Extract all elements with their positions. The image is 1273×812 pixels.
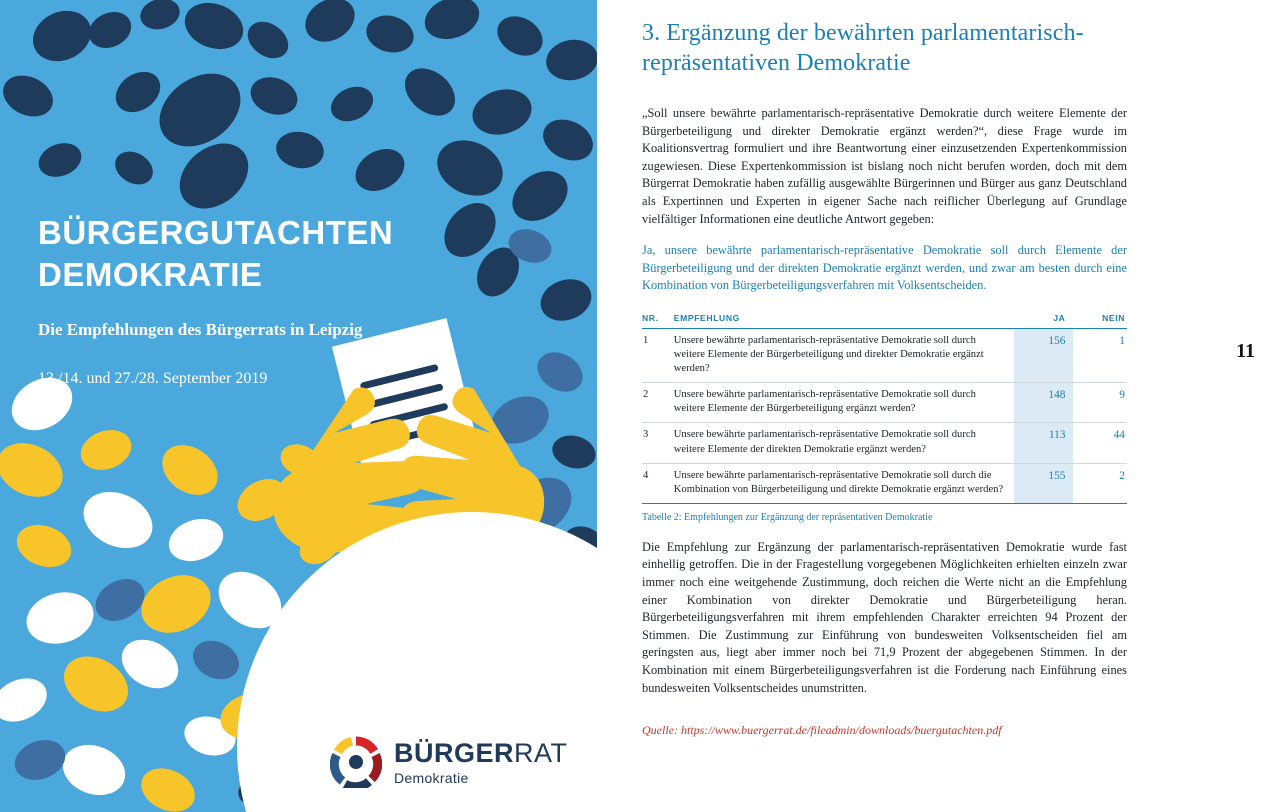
document-page bbox=[597, 0, 1273, 812]
table-header bbox=[642, 313, 1127, 329]
logo-wordmark bbox=[394, 737, 568, 786]
column-header-recommendation: EMPFEHLUNG bbox=[670, 313, 1014, 329]
logo-word-thin: RAT bbox=[514, 737, 568, 768]
cover-text-block bbox=[38, 212, 558, 388]
cell-recommendation: Unsere bewährte parlamentarisch-repräsentative Demokratie soll durch weitere Elemente der direkten Demokratie ergänzt werden? bbox=[670, 423, 1014, 463]
cover-panel bbox=[0, 0, 597, 812]
cover-subtitle: Die Empfehlungen des Bürgerrats in Leipzig bbox=[38, 320, 363, 340]
buergerrat-logo bbox=[330, 736, 568, 788]
column-header-nein: NEIN bbox=[1073, 313, 1127, 329]
cell-nr: 4 bbox=[642, 463, 670, 503]
cell-nein: 44 bbox=[1073, 423, 1127, 463]
cell-ja: 155 bbox=[1014, 463, 1073, 503]
logo-word-bold: BÜRGER bbox=[394, 737, 515, 768]
cell-nein: 2 bbox=[1073, 463, 1127, 503]
cell-nr: 1 bbox=[642, 329, 670, 383]
cell-nein: 9 bbox=[1073, 383, 1127, 423]
table-body bbox=[642, 329, 1127, 504]
table-row bbox=[642, 463, 1127, 503]
cover-date: 13./14. und 27./28. September 2019 bbox=[38, 369, 268, 387]
cell-nr: 2 bbox=[642, 383, 670, 423]
cell-recommendation: Unsere bewährte parlamentarisch-repräsentative Demokratie soll durch die Kombination von Bürgerbeteiligung und direkte Demokratie ergänzt werden? bbox=[670, 463, 1014, 503]
analysis-paragraph: Die Empfehlung zur Ergänzung der parlamentarisch-repräsentativen Demokratie wurde fast einhellig getroffen. Die in der Fragestellung vorgegebenen Möglichkeiten erhielten einzeln zwar immer noch eine weitgehende Zustimmung, doch reichen die Werte nicht an die Empfehlung einer Kombination von direkter Demokratie und Bürgerbeteiligung heran. Bürgerbeteiligungsverfahren mit ihrem empfehlenden Charakter erreichten 94 Prozent der Stimmen. Die Zustimmung zur Einführung von bundesweiten Volksentscheiden fiel am geringsten aus, liegt aber immer noch bei 71,9 Prozent der abgegebenen Stimmen. In der Kombination mit einem Bürgerbeteiligungsverfahren ist die Forderung nach Einführung eines bundesweiten Volksentscheides unumstritten. bbox=[642, 539, 1127, 695]
page-title: 3. Ergänzung der bewährten parlamentarisch-repräsentativen Demokratie bbox=[642, 20, 1084, 77]
page-content bbox=[642, 18, 1127, 738]
cell-recommendation: Unsere bewährte parlamentarisch-repräsentative Demokratie soll durch weitere Elemente der Bürgerbeteiligung ergänzt werden? bbox=[670, 383, 1014, 423]
highlight-paragraph: Ja, unsere bewährte parlamentarisch-repräsentative Demokratie soll durch Elemente der Bürgerbeteiligung und der direkten Demokratie ergänzt werden, und zwar am besten durch eine Kombination von Bürgerbeteiligungsverfahren mit Volksentscheiden. bbox=[642, 243, 1127, 293]
table-row bbox=[642, 329, 1127, 383]
cell-nein: 1 bbox=[1073, 329, 1127, 383]
cell-ja: 113 bbox=[1014, 423, 1073, 463]
table-caption: Tabelle 2: Empfehlungen zur Ergänzung der repräsentativen Demokratie bbox=[642, 511, 933, 523]
column-header-nr: NR. bbox=[642, 313, 670, 329]
table-row bbox=[642, 423, 1127, 463]
cell-ja: 156 bbox=[1014, 329, 1073, 383]
page-number: 11 bbox=[1236, 340, 1255, 362]
cell-nr: 3 bbox=[642, 423, 670, 463]
logo-word-sub: Demokratie bbox=[394, 769, 469, 786]
logo-circle-icon bbox=[330, 736, 382, 788]
intro-paragraph: „Soll unsere bewährte parlamentarisch-repräsentative Demokratie durch weitere Elemente der Bürgerbeteiligung und direkter Demokratie ergänzt werden?“, diese Frage wurde im Koalitionsvertrag formuliert und ihre Beantwortung einer einzusetzenden Expertenkommission zugewiesen. Diese Expertenkommission ist bislang noch nicht berufen worden, doch mit dem Bürgerrat Demokratie haben zufällig ausgewählte Bürgerinnen und Bürger aus ganz Deutschland als Expertinnen und Experten in eigener Sache nach reiflicher Überlegung auf Grundlage vielfältiger Informationen eine deutliche Antwort gegeben: bbox=[642, 105, 1127, 226]
cell-recommendation: Unsere bewährte parlamentarisch-repräsentative Demokratie soll durch weitere Elemente der Bürgerbeteiligung und direkter Demokratie ergänzt werden? bbox=[670, 329, 1014, 383]
table-row bbox=[642, 383, 1127, 423]
cell-ja: 148 bbox=[1014, 383, 1073, 423]
recommendations-table bbox=[642, 313, 1127, 504]
cover-title: BÜRGERGUTACHTEN DEMOKRATIE bbox=[38, 214, 394, 294]
column-header-ja: JA bbox=[1014, 313, 1073, 329]
source-link[interactable]: Quelle: https://www.buergerrat.de/fileadmin/downloads/buergutachten.pdf bbox=[642, 723, 1002, 738]
